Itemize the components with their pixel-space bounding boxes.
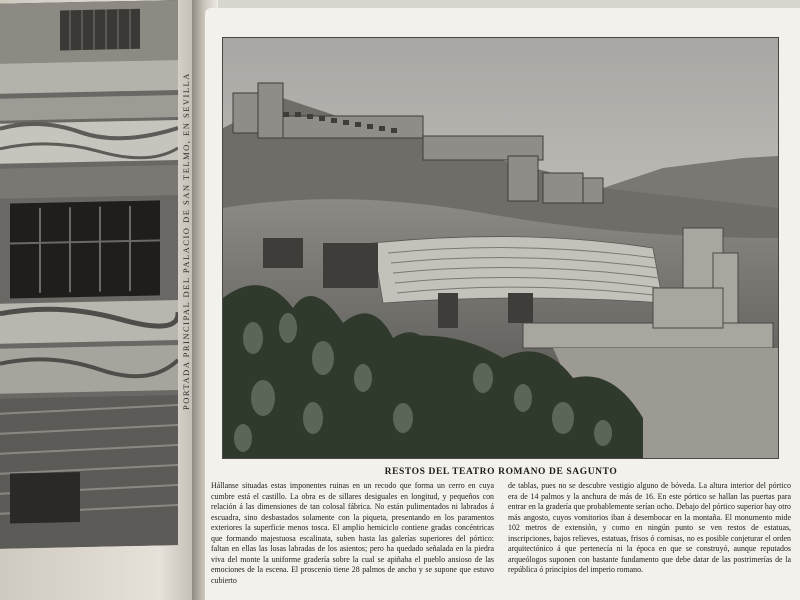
sagunto-ruins-image xyxy=(223,38,778,458)
left-page xyxy=(0,0,200,600)
article xyxy=(211,463,791,586)
article-title: RESTOS DEL TEATRO ROMANO DE SAGUNTO xyxy=(384,467,618,477)
article-column-1: Hállanse situadas estas imponentes ruinas en un recodo que forma un cerro en cuya cumbre está el castillo. La obra es de sillares desiguales en longitud, y pequeños con relación á las dimensiones de tan colosal fábrica. No están pulimentados ni labrados á escuadra, sino desbastados solamente con la piqueta, presentando en los paramentos exteriores la superficie menos tosca. El amplio hemiciclo contiene gradas concéntricas que formando majestuosa escalinata, suben hasta las galerías superiores del pórtico: faltan en ellas las losas labradas de los asientos; pero ha quedado señalada en la piedra viva del monte la uniforme gradería sobre la cual se apiñaba el pueblo ansioso de las emociones de la escena. El proscenio tiene 28 palmos de ancho y se supone que estuvo cubierto xyxy=(211,481,494,585)
palace-facade-image xyxy=(0,0,178,549)
left-photo-caption: PORTADA PRINCIPAL DEL PALACIO DE SAN TELMO, EN SEVILLA xyxy=(181,72,191,410)
left-page-photo xyxy=(0,0,178,549)
roman-theatre-photo xyxy=(223,38,778,458)
article-column-2: de tablas, pues no se descubre vestigio alguno de bóveda. La altura interior del pórtico era de 14 palmos y la anchura de más de 16. En este pórtico se hallan las puertas para entrar en la gradería que probablemente serían ocho. Debajo del pórtico superior hay otro más angosto, cuyos vomitorios iban á desembocar en la montaña. El monumento mide 102 metros de extensión, y como en ningún punto se ven restos de estatuas, inscripciones, bajos relieves, estatuas, frisos ó cornisas, no es posible conjeturar el orden arquitectónico á que pertenecía ni la época en que se construyó, aunque reputados arqueólogos suponen con bastante fundamento que debe datar de las postrimerías de la república ó principios del imperio romano. xyxy=(508,481,791,574)
article-columns xyxy=(211,481,791,586)
right-page xyxy=(205,8,800,600)
